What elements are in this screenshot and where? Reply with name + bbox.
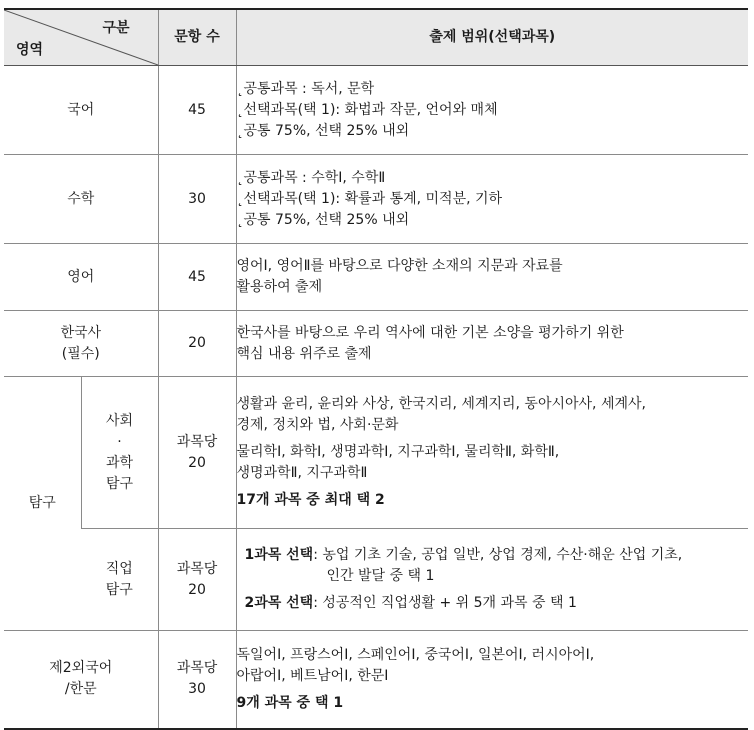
count-vocational <box>158 529 236 631</box>
count-korean: 45 <box>158 66 236 155</box>
count-line: 과목당 <box>176 433 218 450</box>
row-english <box>4 244 748 311</box>
header-range: 출제 범위(선택과목) <box>236 9 748 66</box>
range-history <box>236 311 748 377</box>
row-vocational <box>4 529 748 631</box>
count-social-science <box>158 377 236 529</box>
row-math <box>4 155 748 244</box>
option-1-text: : 농업 기초 기술, 공업 일반, 상업 경제, 수산·해운 산업 기초, <box>313 547 683 563</box>
option-2-label: 2과목 선택 <box>244 595 314 611</box>
range-line: ˛선택과목(택 1): 확률과 통계, 미적분, 기하 <box>236 190 503 207</box>
count-line: 과목당 <box>176 560 218 577</box>
area-foreign <box>4 631 158 729</box>
sub-line: 사회 <box>105 412 134 429</box>
header-count: 문항 수 <box>158 9 236 66</box>
area-history-line1: 한국사 <box>60 324 102 341</box>
area-math: 수학 <box>4 155 158 244</box>
exam-scope-table <box>4 8 748 730</box>
area-foreign-line1: 제2외국어 <box>49 660 113 677</box>
vocational-option-2 <box>245 593 747 614</box>
science-subjects-line: 생명과학Ⅱ, 지구과학Ⅱ <box>236 465 368 481</box>
range-foreign <box>236 631 748 729</box>
row-history <box>4 311 748 377</box>
option-2-text: : 성공적인 직업생활 + 위 5개 과목 중 택 1 <box>313 595 577 611</box>
vocational-option-1 <box>245 545 747 566</box>
count-math: 30 <box>158 155 236 244</box>
header-category-cell <box>4 9 158 66</box>
sub-social-science <box>81 377 158 529</box>
option-1-label: 1과목 선택 <box>244 547 314 563</box>
area-history-line2: (필수) <box>61 345 100 362</box>
range-line: 한국사를 바탕으로 우리 역사에 대한 기본 소양을 평가하기 위한 <box>236 324 624 341</box>
count-line: 20 <box>188 454 206 471</box>
sub-line: 탐구 <box>105 581 133 598</box>
header-category-label: 구분 <box>102 20 130 36</box>
count-line: 과목당 <box>176 660 218 677</box>
social-subjects-line: 생활과 윤리, 윤리와 사상, 한국지리, 세계지리, 동아시아사, 세계사, <box>236 396 646 412</box>
range-line: ˛공통과목 : 수학Ⅰ, 수학Ⅱ <box>236 169 386 186</box>
sub-line: · <box>117 433 122 450</box>
area-korean: 국어 <box>4 66 158 155</box>
science-subjects-line: 물리학Ⅰ, 화학Ⅰ, 생명과학Ⅰ, 지구과학Ⅰ, 물리학Ⅱ, 화학Ⅱ, <box>236 444 560 460</box>
range-line: 영어Ⅰ, 영어Ⅱ를 바탕으로 다양한 소재의 지문과 자료를 <box>236 258 563 274</box>
range-math <box>236 155 748 244</box>
row-foreign <box>4 631 748 729</box>
range-line: 활용하여 출제 <box>236 279 323 295</box>
count-english: 45 <box>158 244 236 311</box>
range-vocational <box>236 529 748 631</box>
row-korean <box>4 66 748 155</box>
foreign-subjects-line: 독일어Ⅰ, 프랑스어Ⅰ, 스페인어Ⅰ, 중국어Ⅰ, 일본어Ⅰ, 러시아어Ⅰ, <box>236 646 595 663</box>
foreign-subjects-line: 아랍어Ⅰ, 베트남어Ⅰ, 한문Ⅰ <box>236 667 389 684</box>
count-foreign <box>158 631 236 729</box>
range-line: ˛선택과목(택 1): 화법과 작문, 언어와 매체 <box>236 101 498 118</box>
area-inquiry: 탐구 <box>4 377 81 631</box>
header-area-label: 영역 <box>16 42 44 58</box>
count-line: 30 <box>188 681 206 698</box>
inquiry-note: 17개 과목 중 최대 택 2 <box>236 492 385 508</box>
foreign-note: 9개 과목 중 택 1 <box>236 694 344 711</box>
range-line: ˛공통과목 : 독서, 문학 <box>236 80 375 97</box>
row-social-science <box>4 377 748 529</box>
area-foreign-line2: /한문 <box>64 681 97 698</box>
count-line: 20 <box>188 581 206 598</box>
range-line: ˛공통 75%, 선택 25% 내외 <box>236 122 410 139</box>
sub-vocational <box>81 529 158 631</box>
sub-line: 직업 <box>105 560 133 577</box>
social-subjects-line: 경제, 정치와 법, 사회·문화 <box>236 417 399 433</box>
range-line: 핵심 내용 위주로 출제 <box>236 345 372 362</box>
range-korean <box>236 66 748 155</box>
area-english: 영어 <box>4 244 158 311</box>
count-history: 20 <box>158 311 236 377</box>
option-1-text-cont: 인간 발달 중 택 1 <box>326 568 435 584</box>
range-social-science <box>236 377 748 529</box>
range-line: ˛공통 75%, 선택 25% 내외 <box>236 211 410 228</box>
area-history <box>4 311 158 377</box>
range-english <box>236 244 748 311</box>
sub-line: 탐구 <box>105 475 134 492</box>
header-row <box>4 9 748 66</box>
sub-line: 과학 <box>105 454 134 471</box>
